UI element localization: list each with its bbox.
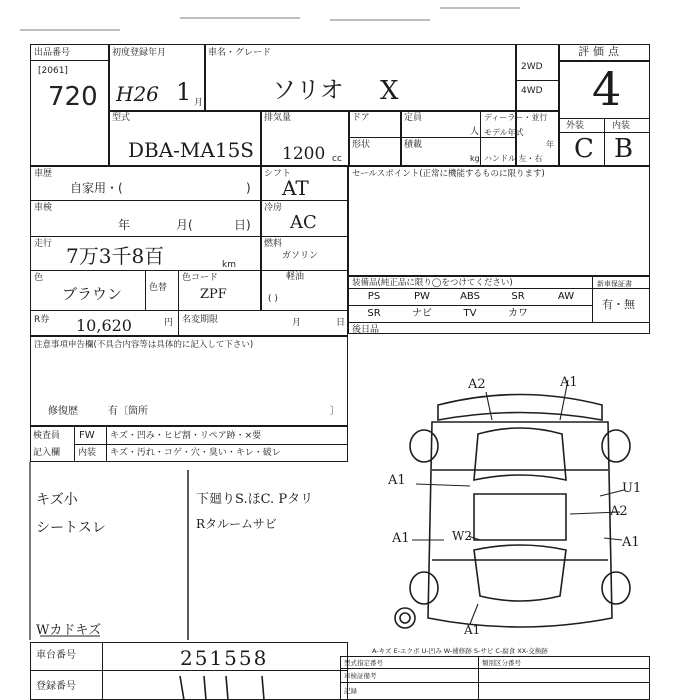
equipment-item: カワ (508, 308, 528, 319)
type-value: DBA-MA15S (128, 138, 255, 162)
fuel-other: ( ) (268, 294, 278, 304)
footer-label-3: 車検証備考 (344, 672, 377, 680)
rear-seat-label: 後日品 (352, 325, 380, 335)
interior-score: B (614, 134, 634, 164)
model-year-unit: 年 (546, 140, 554, 149)
mark-left-2: A1 (392, 531, 410, 546)
mileage-value: 7万3千8百 (66, 244, 165, 268)
shift-value: AT (282, 176, 309, 200)
note-left-1: キズ小 (36, 492, 78, 508)
displacement-value: 1200 (282, 144, 326, 164)
equipment-item: SR (511, 291, 525, 302)
mark-top-1: A2 (468, 377, 486, 392)
rating-score: 4 (592, 62, 622, 116)
sales-point-label: セールスポイント(正常に機能するものに限ります) (352, 169, 545, 179)
mark-left-1: A1 (388, 473, 406, 488)
car-model: ソリオ (272, 76, 344, 104)
lot-number: 720 (48, 82, 98, 112)
recycle-unit: 円 (164, 318, 174, 328)
displacement-label: 排気量 (264, 113, 292, 123)
first-registration-year: H26 (116, 82, 159, 106)
aircon-label: 冷房 (264, 203, 283, 213)
inspector-sub: 記入欄 (33, 448, 61, 458)
chassis-label: 車台番号 (36, 650, 76, 661)
equipment-item: SR (367, 308, 381, 319)
inspector-label: 検査員 (33, 431, 61, 441)
type-label: 型式 (112, 113, 131, 123)
usage-label: 車歴 (34, 169, 53, 179)
mark-right-1: U1 (622, 481, 642, 496)
repair-close: 〕 (330, 406, 340, 417)
name-change-month: 月 (292, 318, 302, 328)
rating-label: 評価点 (578, 45, 623, 58)
repair-label: 修復歴 (48, 406, 78, 417)
first-registration-month: 1 (176, 78, 192, 106)
note-left-2: シートスレ (36, 520, 106, 536)
damage-legend: A-キズ E-エクボ U-凹み W-補修跡 S-サビ C-腐食 XX-交換跡 (372, 647, 548, 655)
notes-label: 注意事項申告欄(不具合内容等は具体的に記入して下さい) (34, 340, 254, 350)
load-label: 積載 (404, 140, 423, 150)
repair-value: 有〔箇所 (108, 406, 148, 417)
displacement-unit: cc (332, 154, 342, 164)
name-change-day: 日 (336, 318, 346, 328)
note-bottom: Wカドキズ (36, 623, 102, 638)
door-label: ドア (352, 113, 370, 123)
shift-label: シフト (264, 169, 292, 179)
registration-label: 登録番号 (36, 681, 76, 692)
note-right-2: Rタルームサビ (196, 517, 277, 531)
shape-label: 形状 (352, 140, 371, 150)
load-unit: kg (470, 154, 480, 163)
car-grade: X (380, 76, 399, 106)
inspector-fw: FW (79, 430, 95, 441)
mileage-label: 走行 (34, 239, 53, 249)
inspector-row2-items: キズ・汚れ・コゲ・穴・臭い・キレ・破レ (110, 448, 281, 458)
mark-right-2: A2 (610, 504, 628, 519)
equipment-item: TV (463, 308, 477, 319)
equipment-item: PW (414, 291, 430, 302)
usage-value: 自家用・( (70, 181, 123, 195)
chassis-value: 251558 (180, 646, 269, 670)
footer-label-4: 記録 (344, 687, 357, 695)
color-value: ブラウン (62, 285, 123, 303)
equipment-item: ナビ (412, 308, 432, 319)
mark-rear: A1 (464, 623, 481, 637)
mark-center: W2 (452, 529, 472, 543)
warranty-label: 新車保証書 (597, 280, 632, 288)
equipment-item: AW (557, 291, 575, 302)
month-unit: 月 (194, 98, 204, 108)
recycle-label: R券 (34, 315, 50, 325)
color-change-label: 色替 (149, 283, 168, 293)
mileage-unit: km (222, 260, 236, 270)
car-name-label: 車名・グレード (208, 48, 272, 58)
name-change-label: 名変期限 (182, 315, 219, 325)
usage-close: ) (246, 181, 251, 195)
exterior-score: C (574, 134, 594, 164)
inspection-month: 月( (176, 218, 193, 232)
mark-top-2: A1 (560, 375, 578, 390)
footer-label-2: 類別区分番号 (482, 659, 521, 667)
color-code-label: 色コード (182, 273, 219, 283)
dealer-label: ディーラー・並行 (484, 113, 548, 122)
recycle-value: 10,620 (76, 316, 132, 335)
capacity-unit: 人 (470, 127, 480, 137)
interior-label: 内装 (612, 121, 631, 131)
exterior-label: 外装 (566, 121, 585, 131)
color-code: ZPF (200, 287, 227, 302)
equipment-item: PS (367, 291, 381, 302)
drive-4wd: 4WD (521, 86, 543, 96)
fuel-gasoline: ガソリン (282, 251, 319, 261)
equipment-label: 装備品(純正品に限り◯をつけてください) (352, 278, 513, 288)
aircon-value: AC (290, 212, 317, 233)
handle-label: ハンドル 左・右 (484, 154, 543, 163)
inspector-interior: 内装 (78, 448, 97, 458)
note-right-1: 下廻りS.ほC. Pタリ (196, 492, 314, 507)
inspection-label: 車検 (34, 203, 53, 213)
equipment-item: ABS (460, 291, 480, 302)
inspection-year: 年 (118, 218, 131, 232)
inspector-row1-items: キズ・凹み・ヒビ割・リペア跡・×要 (110, 431, 262, 441)
lot-code: [2061] (38, 66, 68, 76)
model-year-label: モデル年式 (484, 128, 524, 137)
inspection-day: 日) (234, 218, 251, 232)
warranty-value: 有・無 (602, 298, 635, 311)
footer-label-1: 型式指定番号 (344, 659, 383, 667)
drive-2wd: 2WD (521, 62, 543, 72)
fuel-diesel: 軽油 (286, 272, 305, 282)
fuel-label: 燃料 (264, 239, 283, 249)
mark-right-3: A1 (622, 535, 640, 550)
capacity-label: 定員 (404, 113, 423, 123)
color-label: 色 (34, 273, 44, 283)
lot-number-label: 出品番号 (34, 48, 71, 58)
first-registration-label: 初度登録年月 (112, 48, 167, 58)
